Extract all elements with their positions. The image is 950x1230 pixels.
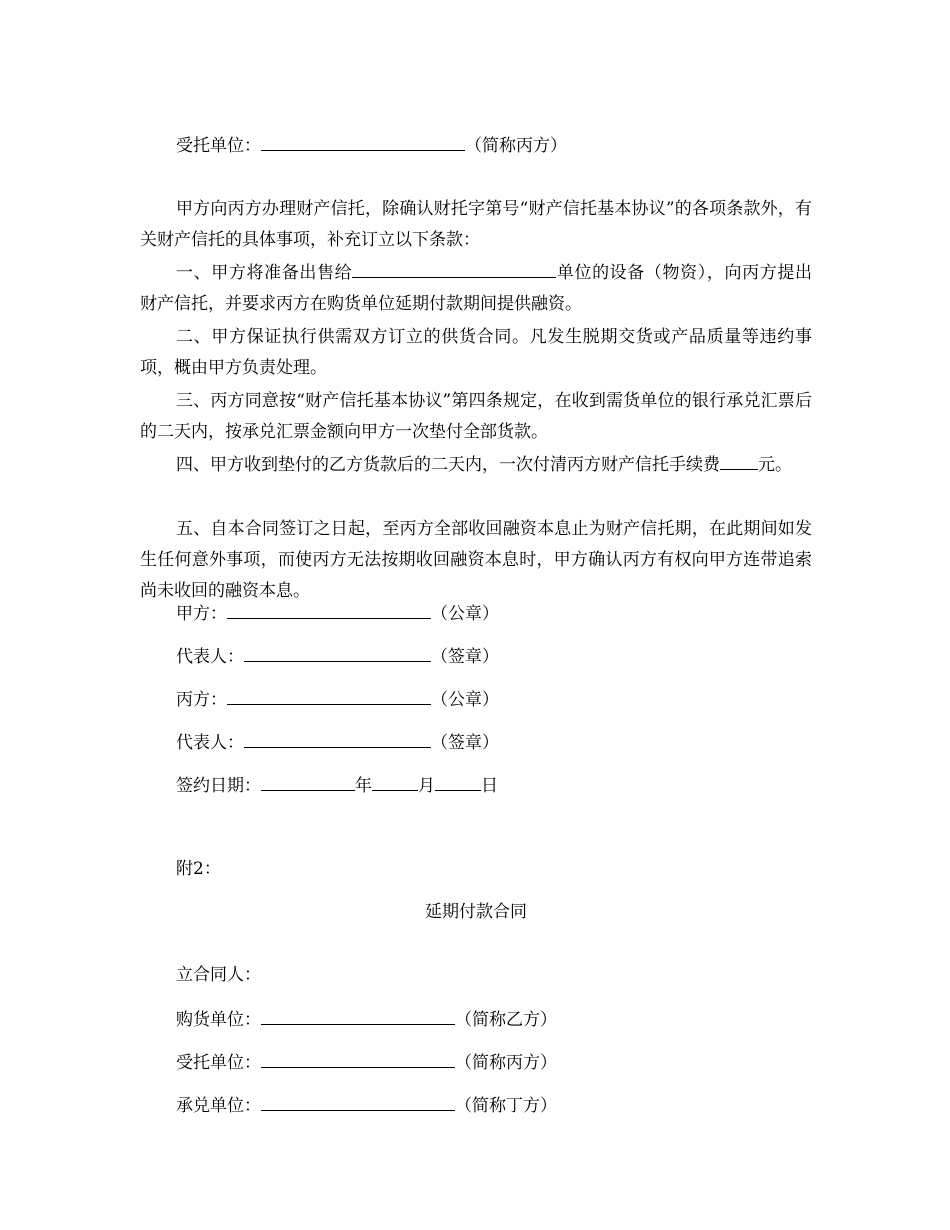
- clause-4-after: 元。: [758, 455, 792, 475]
- sign-date-label: 签约日期：: [176, 776, 261, 796]
- clause-2: 二、甲方保证执行供需双方订立的供货合同。凡发生脱期交货或产品质量等违约事项，概由甲方负责处理。: [140, 327, 812, 378]
- entrusted-unit-blank: [261, 132, 465, 151]
- trustee-unit-line: [140, 1049, 848, 1075]
- party-c-label: 丙方：: [176, 690, 227, 710]
- sign-month-blank: [372, 772, 418, 791]
- representative-1-blank: [244, 643, 431, 662]
- entrusted-unit-label: 受托单位：: [176, 136, 261, 156]
- clause-5: 五、自本合同签订之日起，至丙方全部收回融资本息止为财产信托期，在此期间如发生任何意外事项，而使丙方无法按期收回融资本息时，甲方确认丙方有权向甲方连带追索尚未收回的融资本息。: [140, 519, 812, 601]
- clause-3: 三、丙方同意按“财产信托基本协议”第四条规定，在收到需货单位的银行承兑汇票后的二天内，按承兑汇票金额向甲方一次垫付全部货款。: [140, 391, 812, 442]
- party-a-line: [140, 600, 848, 626]
- buyer-unit-line: [140, 1006, 848, 1032]
- entrusted-unit-line: [140, 132, 848, 158]
- sign-month: 月: [418, 776, 435, 796]
- acceptor-unit-note: （简称丁方）: [455, 1096, 557, 1116]
- trustee-unit-blank: [261, 1049, 455, 1068]
- entrusted-unit-note: （简称丙方）: [465, 136, 567, 156]
- clause-4-before: 四、甲方收到垫付的乙方货款后的二天内，一次付清丙方财产信托手续费: [176, 455, 720, 475]
- intro-paragraph: 甲方向丙方办理财产信托，除确认财托字第号“财产信托基本协议”的各项条款外，有关财产信托的具体事项，补充订立以下条款：: [140, 199, 812, 250]
- representative-1-note: （签章）: [431, 647, 499, 667]
- clause-4: [140, 450, 812, 481]
- buyer-unit-label: 购货单位：: [176, 1010, 261, 1030]
- party-a-blank: [227, 600, 431, 619]
- acceptor-unit-label: 承兑单位：: [176, 1096, 261, 1116]
- representative-2-blank: [244, 729, 431, 748]
- representative-1-label: 代表人：: [176, 647, 244, 667]
- appendix-title: 延期付款合同: [425, 902, 527, 922]
- representative-1-line: [140, 643, 848, 669]
- clause-1-before: 一、甲方将准备出售给: [176, 263, 353, 283]
- party-c-line: [140, 686, 848, 712]
- appendix-label: 附2：: [176, 859, 221, 879]
- acceptor-unit-line: [140, 1092, 848, 1118]
- clause-4-blank: [720, 451, 758, 470]
- clause-1-after: 单位的设备（物资），向丙方提出财产信托，并要求丙方在购货单位延期付款期间提供融资。: [140, 263, 813, 314]
- contract-parties-label: 立合同人：: [176, 965, 261, 985]
- party-a-label: 甲方：: [176, 604, 227, 624]
- party-c-blank: [227, 686, 431, 705]
- representative-2-label: 代表人：: [176, 733, 244, 753]
- trustee-unit-label: 受托单位：: [176, 1053, 261, 1073]
- clause-1-blank: [352, 259, 556, 278]
- acceptor-unit-blank: [261, 1092, 455, 1111]
- representative-2-line: [140, 729, 848, 755]
- buyer-unit-blank: [261, 1006, 455, 1025]
- representative-2-note: （签章）: [431, 733, 499, 753]
- sign-day-blank: [435, 772, 481, 791]
- party-c-note: （公章）: [431, 690, 499, 710]
- buyer-unit-note: （简称乙方）: [455, 1010, 557, 1030]
- sign-year-blank: [261, 772, 355, 791]
- clause-1: [140, 258, 812, 320]
- sign-date-line: [140, 772, 848, 798]
- party-a-note: （公章）: [431, 604, 499, 624]
- trustee-unit-note: （简称丙方）: [455, 1053, 557, 1073]
- sign-day: 日: [481, 776, 498, 796]
- sign-year: 年: [355, 776, 372, 796]
